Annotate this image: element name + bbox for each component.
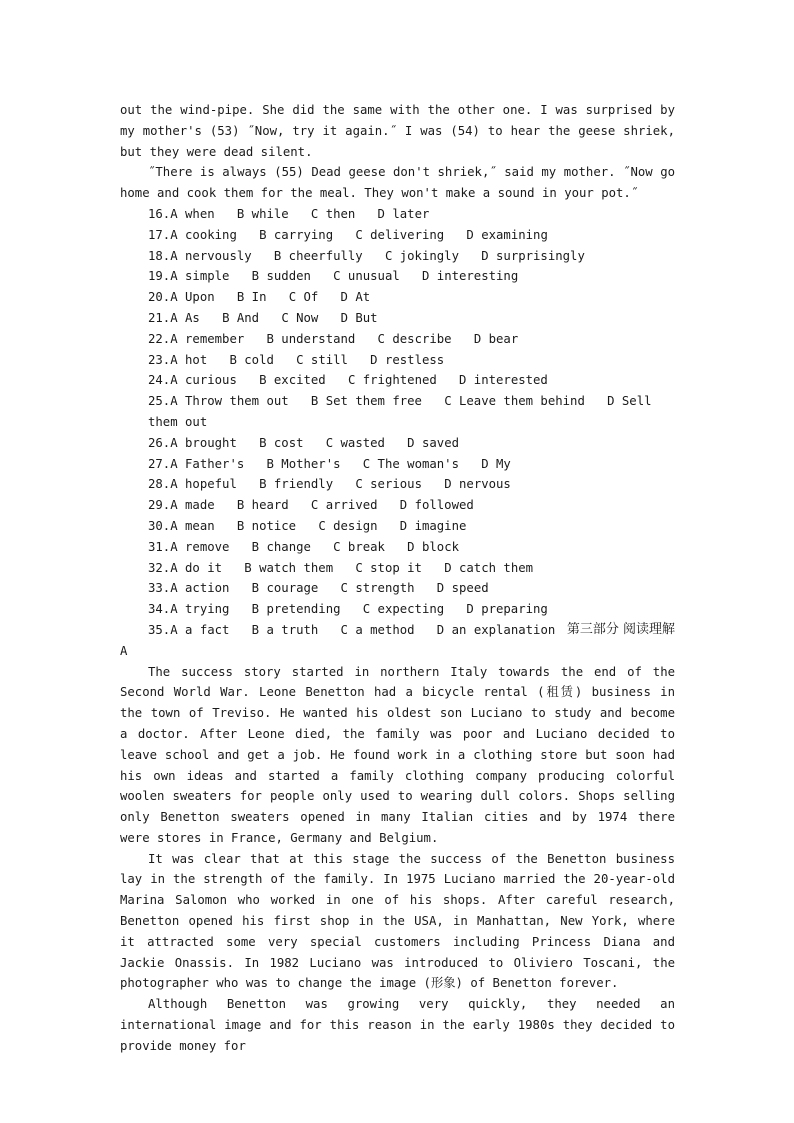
question-19: 19.A simple B sudden C unusual D interesting	[148, 269, 519, 284]
question-16: 16.A when B while C then D later	[148, 206, 430, 221]
question-32: 32.A do it B watch them C stop it D catch them	[148, 560, 534, 575]
question-23: 23.A hot B cold C still D restless	[148, 352, 445, 367]
question-26: 26.A brought B cost C wasted D saved	[148, 435, 459, 450]
question-31: 31.A remove B change C break D block	[148, 539, 459, 554]
question-29: 29.A made B heard C arrived D followed	[148, 498, 474, 513]
passage-paragraph: out the wind-pipe. She did the same with the other one. I was surprised by my mother's (53) ˝Now, try it again.˝ I was (54) to hear the geese shriek, but they were dead silent.	[120, 103, 675, 159]
question-list	[120, 204, 675, 641]
question-17: 17.A cooking B carrying C delivering D examining	[148, 227, 548, 242]
question-33: 33.A action B courage C strength D speed	[148, 581, 489, 596]
question-28: 28.A hopeful B friendly C serious D nervous	[148, 477, 511, 492]
reading-paragraph: The success story started in northern Italy towards the end of the Second World War. Leone Benetton had a bicycle rental (租赁) business in the town of Treviso. He wanted his oldest son Luciano to study and become a doctor. After Leone died, the family was poor and Luciano decided to leave school and get a job. He found work in a clothing store but soon had his own ideas and started a family clothing company producing colorful woolen sweaters for people only used to wearing dull colors. Shops selling only Benetton sweaters opened in many Italian cities and by 1974 there were stores in France, Germany and Belgium.	[120, 664, 675, 845]
question-27: 27.A Father's B Mother's C The woman's D My	[148, 456, 511, 471]
document-page	[120, 100, 675, 1057]
question-24: 24.A curious B excited C frightened D interested	[148, 373, 548, 388]
question-22: 22.A remember B understand C describe D bear	[148, 331, 519, 346]
question-20: 20.A Upon B In C Of D At	[148, 290, 371, 305]
passage-label: A	[120, 643, 128, 658]
reading-paragraph: Although Benetton was growing very quickly, they needed an international image and for this reason in the early 1980s they decided to provide money for	[120, 997, 675, 1053]
question-30: 30.A mean B notice C design D imagine	[148, 518, 467, 533]
question-25: 25.A Throw them out B Set them free C Leave them behind D Sell them out	[148, 394, 652, 429]
reading-paragraph: It was clear that at this stage the success of the Benetton business lay in the strength of the family. In 1975 Luciano married the 20-year-old Marina Salomon who worked in one of his shops. After careful research, Benetton opened his first shop in the USA, in Manhattan, New York, where it attracted some very special customers including Princess Diana and Jackie Onassis. In 1982 Luciano was introduced to Oliviero Toscani, the photographer who was to change the image (形象) of Benetton forever.	[120, 851, 675, 991]
question-34: 34.A trying B pretending C expecting D preparing	[148, 602, 548, 617]
question-35-options: 35.A a fact B a truth C a method D an explanation	[148, 622, 556, 637]
question-21: 21.A As B And C Now D But	[148, 310, 378, 325]
question-35	[120, 620, 675, 641]
section-heading: 第三部分 阅读理解	[566, 621, 675, 637]
passage-paragraph: ˝There is always (55) Dead geese don't shriek,˝ said my mother. ˝Now go home and cook them for the meal. They won't make a sound in your pot.˝	[120, 165, 675, 201]
question-18: 18.A nervously B cheerfully C jokingly D surprisingly	[148, 248, 585, 263]
